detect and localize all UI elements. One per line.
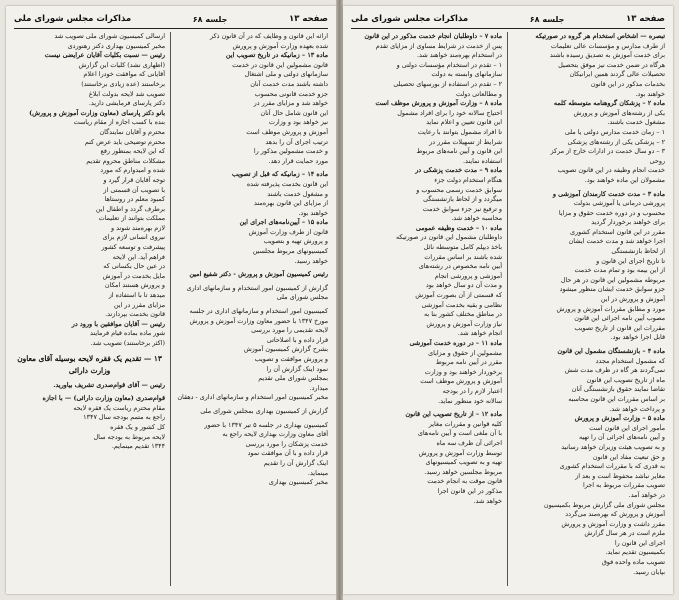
text-line: آیین نامه مخصوص در رشته‌های xyxy=(418,262,502,271)
text-line: مشمولین از حقوق و مزایای xyxy=(428,348,502,357)
text-line: نیروی انسانی لازم برای xyxy=(102,233,165,242)
text-line: ارسالی کمیسیون شورای ملی تصویب شد xyxy=(54,32,165,40)
text-line: مورد و مطابق مقررات آموزش و پرورش xyxy=(556,304,665,313)
text-line: جزو سوابق خدمت ایشان منظور میشود xyxy=(559,285,665,294)
text-line: که این لایحه بمنظور رفع xyxy=(100,147,165,156)
right-column-divider xyxy=(507,32,508,586)
text-line: آقایانی که موافقت خودرا اعلام xyxy=(83,70,165,79)
text-line: محسوب و در دوره خدمت حقوق و مزایا xyxy=(558,208,665,217)
right-page-title: مذاکرات مجلس شورای ملی xyxy=(351,14,469,24)
text-line: هرگاه در ضمن خدمت نیز موفق بتحصیل xyxy=(558,60,665,69)
text-line: کمیسیون بهداری در جلسه ۵ تیر ۱۳۴۷ با حضور xyxy=(204,420,328,429)
text-line: (اظهاری نشد) کلیات این گزارش xyxy=(78,60,165,69)
text-line: و آیین نامه‌های اجرائی آن را تهیه xyxy=(578,433,665,442)
text-line: کل کشور و یک فقره xyxy=(110,422,165,431)
text-line: مقرر در این قانون استخدام کشوری xyxy=(570,227,665,236)
text-line: گزارش از کمیسیون امور استخدام و سازمانهای اداری xyxy=(186,283,328,292)
text-line: نمی‌گردند هر گاه در ظرف مدت شش xyxy=(564,366,665,375)
text-line: آموزشی و پرورشی انجام xyxy=(434,271,502,280)
text-line: آموزش و پرورش در این xyxy=(600,295,665,304)
text-line: مورخ ۱۳۴۷ با حضور معاون وزارت آموزش و پرورش xyxy=(189,316,328,325)
text-line: این قانون و آیین نامه‌های مربوط xyxy=(416,147,502,156)
text-line: و مدت آن دو سال خواهد بود xyxy=(425,281,502,290)
text-line: مخبر کمیسیون امور استخدام و سازمانهای اداری - دهقان xyxy=(177,393,328,402)
text-line: از مزایای این قانون بهره‌مند xyxy=(254,199,328,208)
text-line: شده بعهده وزارت آموزش و پرورش xyxy=(232,41,328,50)
text-line: در مناطق مختلف کشور بنا به xyxy=(423,310,502,319)
text-line: خدمت انجام وظیفه در این قانون تصویب xyxy=(557,166,665,175)
text-line: خواهد شد. xyxy=(473,496,502,505)
text-line: فراهم آید. این لایحه xyxy=(112,252,165,261)
text-line: برطرف گردد و اطفال این xyxy=(95,204,165,213)
text-line: رئیس کمیسیون آموزش و پرورش - دکتر شفیع امین xyxy=(189,270,328,279)
text-line: در استخدام بهره‌مند خواهند شد. xyxy=(416,51,502,60)
text-line: و پرورش موافقت و تصویب xyxy=(254,355,328,363)
text-line: گزارش از کمیسیون بهداری بمجلس شورای ملی xyxy=(200,406,328,415)
text-line: بشرح گزارش کمیسیون آموزش xyxy=(243,345,328,354)
left-page-title: مذاکرات مجلس شورای ملی xyxy=(14,14,132,24)
text-line: در عین حال بکسانی که xyxy=(103,262,165,271)
text-line: یکی از رشته‌های آموزش و پرورش xyxy=(573,108,665,117)
text-line: برخوردار خواهند بود و وزارت xyxy=(424,367,502,376)
text-line: بکمیسیون تقدیم نماید. xyxy=(605,548,665,557)
text-line: ماده ۵ – وزارت آموزش و پرورش xyxy=(574,414,665,423)
text-line: اینک گزارش آن را تقدیم xyxy=(263,458,328,467)
right-header-rule xyxy=(351,28,665,29)
text-line: برای خدمت آموزش به تصدیق رسیده باشند xyxy=(549,51,665,60)
left-page-header xyxy=(14,12,328,26)
right-page-number: صفحه ۱۳ xyxy=(626,14,665,24)
text-line: اجرای این قانون را xyxy=(614,538,665,547)
text-line: محاسبه خواهد شد. xyxy=(451,214,502,223)
text-line: قرار داده و با آن موافقت نمود xyxy=(247,449,328,458)
text-line: مشغول خدمت باشند. xyxy=(607,118,665,127)
right-page-column-left xyxy=(351,32,502,586)
text-line: باخذ دیپلم کامل متوسطه نائل xyxy=(423,243,502,252)
left-page-column-left xyxy=(14,32,165,586)
text-line: محترم توضیحی باید عرض کنم xyxy=(84,137,165,146)
text-line: و مشغول خدمت باشند xyxy=(267,189,328,198)
right-page-header xyxy=(351,12,665,26)
text-line: خواهند بود. xyxy=(298,208,328,217)
text-line: پس از خدمت در شرایط مساوی از مزایای تقدم xyxy=(375,41,502,50)
text-line: قانون مشمولین این قانون در خدمت xyxy=(232,60,328,69)
text-line: که قسمتی از آن بصورت آموزش xyxy=(415,291,502,300)
text-line: از این بیمه بود و تمام مدت خدمت xyxy=(574,266,665,275)
text-line: شده باشند بر اساس مقررات xyxy=(424,252,502,261)
text-line: مجلس شورای ملی xyxy=(276,293,328,302)
text-line: رئیس — نسبت بکلیات آقایان عرایضی نیست xyxy=(44,51,165,60)
text-line: سازمانهای وابسته به دولت xyxy=(431,70,502,79)
text-line: بپایان رسید. xyxy=(633,567,665,576)
text-line: ماده ۱۰ – خدمت وظیفه عمومی xyxy=(415,223,502,232)
text-line: بانو دکتر پارسای (معاون وزارت آموزش و پرورش) xyxy=(29,108,165,117)
text-line: مزایای مقرر در این xyxy=(113,300,165,309)
text-line: ماه از تاریخ تصویب این قانون xyxy=(586,375,665,384)
text-line: ماده ۷ – داوطلبان انجام خدمت مذکور در این قانون xyxy=(364,32,502,40)
text-line: ماده ۱۱ – در دوره خدمت آموزشی xyxy=(409,339,502,347)
text-line: تا تاریخ اجرای این قانون و xyxy=(596,256,665,265)
text-line: مربوط مجلسین خواهد رسید. xyxy=(424,467,502,476)
text-line: خواهد شد و مزایای مقرر در xyxy=(253,99,328,108)
text-line: مینماید. xyxy=(307,468,328,477)
text-line: شرایط از تسهیلات مقرر در xyxy=(429,137,502,146)
text-line: ارائه این قانون و وظایف که در آن قانون ذکر xyxy=(210,32,328,40)
text-line: و ترفیع نیز جزء سوابق خدمت xyxy=(422,204,502,213)
text-line: این قانون بخدمت پذیرفته شده xyxy=(246,179,328,188)
left-page xyxy=(6,6,336,594)
text-line: مقام محترم ریاست یک فقره لایحه xyxy=(73,403,165,412)
text-line: که مشمول استخدام مجدد xyxy=(595,356,665,365)
left-column-divider xyxy=(170,32,171,586)
text-line: کمیسیون امور استخدام و سازمانهای اداری در جلسه xyxy=(189,307,328,316)
text-line: قرار داده و با اصلاحاتی xyxy=(266,335,328,344)
text-line: قوام‌صدری (معاون وزارت دارائی) — با اجازه xyxy=(42,394,165,403)
right-page-column-right xyxy=(514,32,665,586)
text-line: اجرائی آن ظرف سه ماه xyxy=(436,438,502,447)
text-line: برای خواهند برخوردار گردید xyxy=(591,218,665,227)
text-line: مصوب آیین نامه اجرائی این قانون xyxy=(574,314,665,323)
right-page-session: جلسه ۶۸ xyxy=(529,14,565,24)
right-page xyxy=(343,6,673,594)
text-line: ۱ – زمان خدمت مدارس دولتی یا ملی xyxy=(564,127,665,136)
text-line: ماده ۱۵ – آیین‌نامه‌های اجرای این xyxy=(239,218,328,227)
text-line: آموزش و پرورش موظف است xyxy=(246,127,328,136)
text-line: میدهد تا با استفاده از xyxy=(108,291,165,300)
text-line: سازمانهای دولتی و ملی اشتغال xyxy=(244,70,328,79)
text-line: انجام خواهد شد. xyxy=(457,329,502,338)
text-line: روحی xyxy=(649,156,665,165)
text-line: آموزش و پرورش موظف است xyxy=(420,377,502,386)
text-line: مورد حمایت قرار دهد. xyxy=(268,156,328,165)
text-line: به قدری که با مقررات استخدام کشوری xyxy=(559,462,665,471)
text-line: راجع به متمم بودجه سال ۱۳۴۷ xyxy=(83,413,165,422)
text-line: قانون از طرف وزارت آموزش xyxy=(248,227,328,236)
left-page-session: جلسه ۶۸ xyxy=(192,14,228,24)
text-line: ۱۳۴۴ تقدیم مینمایم. xyxy=(111,442,165,451)
text-line: تصویب مقررات مربوط به اجرا xyxy=(582,481,665,490)
text-line: نمود اینک گزارش آن را xyxy=(266,364,328,373)
text-line: مقرر در آیین نامه مربوط xyxy=(435,358,502,367)
text-line: و به تصویب هیئت وزیران خواهد رسانید xyxy=(561,442,665,451)
text-line: مشکلات مناطق محروم تقدیم xyxy=(86,156,165,165)
text-line: جزو خدمت قانونی محسوب xyxy=(254,89,328,98)
text-line: لایحه مربوط به بودجه سال xyxy=(93,432,165,441)
text-line: اعتبار لازم را در بودجه xyxy=(442,386,502,395)
left-header-rule xyxy=(14,28,328,29)
text-line: برخاستند (عده زیادی برخاستند) xyxy=(81,79,165,88)
text-line: با تصویب آن قسمتی از xyxy=(103,185,165,194)
text-line: مملکت بتوانند از تعلیمات xyxy=(98,214,165,223)
text-line: اجرا خواهد شد و مدت خدمت ایشان xyxy=(568,237,665,246)
text-line: ۲ – تقدم در استفاده از بورسهای تحصیلی xyxy=(393,79,502,88)
text-line: ماده ۱۴ – زمانیکه که قبل از تصویب xyxy=(231,170,328,179)
text-line: محترم و آقایان نمایندگان xyxy=(99,127,165,136)
text-line: (اکثر برخاستند) تصویب شد. xyxy=(90,339,165,347)
text-line: آموزش و پرورش که بهره‌مند می‌گردد xyxy=(565,510,665,519)
text-line: تهیه و به تصویب کمیسیونهای xyxy=(425,458,502,467)
text-line: و پرورش هستند امکان xyxy=(104,281,165,290)
text-line: مایل بخدمت در آموزش xyxy=(102,271,165,280)
text-line: و مطالعاتی دولت xyxy=(456,89,502,98)
text-line: خواهند بود. xyxy=(635,89,665,98)
text-line: سالانه خود منظور نماید. xyxy=(438,396,502,405)
section-heading: ۱۳ — تقدیم یک فقره لایحه بوسیله آقای معاون xyxy=(17,353,162,363)
text-line: داوطلبان مشمول این قانون در صورتیکه xyxy=(395,233,502,242)
text-line: رئیس — آقای قوام‌صدری تشریف بیاورید. xyxy=(53,380,165,389)
text-line: مجلس شورای ملی گزارش مربوط بکمیسیون xyxy=(543,500,665,509)
text-line: کمیسیونهای مربوط مجلسین xyxy=(252,247,328,256)
text-line: ۲ – پزشکی یکی از رشته‌های پزشکی xyxy=(567,137,665,146)
text-line: خدمت پزشکان را مورد بررسی xyxy=(245,439,328,448)
text-line: ماده ۸ – وزارت آموزش و پرورش موظف است xyxy=(375,99,502,108)
text-line: استفاده نمایند. xyxy=(463,156,502,165)
left-page-number: صفحه ۱۳ xyxy=(289,14,328,24)
text-line: مأمور اجرای این قانون است xyxy=(589,423,665,432)
text-line: بنده با کسب اجازه از مقام ریاست xyxy=(73,118,165,127)
text-line: قانون موقت به انجام خدمت xyxy=(427,477,502,486)
text-line: ۳ – دو سال خدمت در ادارات خارج از مرکز xyxy=(550,147,665,156)
text-line: در خواهد آمد. xyxy=(628,490,665,499)
text-line: قانون بخدمت بپردازند. xyxy=(105,310,165,319)
text-line: از طرف مدارس و مؤسسات عالی تعلیمات xyxy=(550,41,665,50)
text-line: توجه آقایان قرار گیرد و xyxy=(103,175,165,184)
text-line: داشته باشند مدت خدمت آنان xyxy=(250,79,328,88)
text-line: شور ماده بماده قیام فرمایند xyxy=(90,329,165,338)
text-line: و خدمت مشمولین مذکور را xyxy=(253,147,328,156)
text-line: تصویب شد لایحه بدولت ابلاغ xyxy=(88,89,165,98)
text-line: نظامی و بقیه بخدمت آموزشی xyxy=(421,300,502,309)
text-line: آقای معاون وزارت بهداری لایحه راجع به xyxy=(222,430,328,439)
text-line: ملزم است در هر سال گزارش xyxy=(584,529,665,538)
text-line: مغایر نباشد محفوظ است و بعد از xyxy=(575,471,665,480)
text-line: از لحاظ بازنشستگی xyxy=(611,247,665,256)
text-line: نیز خواهد بود و وزارت xyxy=(268,118,328,127)
text-line: میگردد و از لحاظ بازنشستگی xyxy=(423,195,502,204)
left-page-column-right xyxy=(177,32,328,586)
text-line: ماده ۱۲ – از تاریخ تصویب این قانون xyxy=(405,410,502,419)
text-line: سوابق خدمت رسمی محسوب و xyxy=(416,185,502,194)
text-line: لایحه تقدیمی را مورد بررسی xyxy=(251,326,328,335)
text-line: پیشرفت و توسعه کشور xyxy=(101,243,165,252)
text-line: دکتر پارسای فرمایشی دارید. xyxy=(88,99,165,108)
text-line: قابل اجرا خواهد بود. xyxy=(610,333,665,342)
text-line: مذکور در این قانون اجرا xyxy=(437,486,502,495)
text-line: ترتیب اجرای آن را بدهد xyxy=(265,137,328,146)
left-columns xyxy=(14,32,328,586)
text-line: هنگام استخدام دولت جزء xyxy=(434,175,502,184)
section-heading: وزارت دارائی xyxy=(68,365,111,375)
text-line: و پرورش تهیه و بتصویب xyxy=(263,237,328,246)
text-line: بمجلس شورای ملی تقدیم xyxy=(258,374,328,383)
text-line: لازم بهره‌مند شوند و xyxy=(111,223,165,232)
text-line: مربوطه مشمولین این قانون در هر حال xyxy=(560,275,665,284)
text-line: ماده ۱۳ – زمانیکه در تاریخ تصویب این xyxy=(225,51,328,60)
text-line: شده و امیدوارم که مورد xyxy=(100,166,165,175)
text-line: این قانون تعیین و اعلام نماید xyxy=(426,118,502,127)
text-line: مخبر کمیسیون بهداری xyxy=(268,478,328,487)
text-line: نیاز وزارت آموزش و پرورش xyxy=(426,319,502,328)
text-line: با آن ملغی است و آیین نامه‌های xyxy=(417,429,502,438)
text-line: ماده ۹ – مدت خدمت پزشکی در xyxy=(415,166,502,175)
text-line: تحصیلات عالی گردند همین ایرانیکان xyxy=(569,70,665,79)
text-line: مخبر کمیسیون بهداری دکتر رهنوردی xyxy=(67,41,165,50)
text-line: ماده ۲ – پزشکان گروهنامه متوسطه کلمه xyxy=(553,99,665,108)
text-line: توسط وزارت آموزش و پرورش xyxy=(418,448,502,457)
text-line: تصویب ماده واحده فوق xyxy=(601,558,665,567)
text-line: مشمولان این ماده خواهند بود. xyxy=(584,175,665,184)
text-line: مقررات این قانون از تاریخ تصویب xyxy=(574,323,665,332)
text-line: ۱ – تقدم در استخدام مؤسسات دولتی و xyxy=(396,60,502,69)
book-gutter xyxy=(336,0,343,600)
text-line: خواهد رسید. xyxy=(294,256,328,265)
right-columns xyxy=(351,32,665,586)
text-line: ماده ۴ – بازنشستگان مشمول این قانون xyxy=(557,347,665,355)
text-line: کلیه قوانین و مقررات مغایر xyxy=(428,419,502,428)
text-line: این قانون شامل حال آنان xyxy=(260,108,328,117)
text-line: و حق تبعیت مفاد این قانون xyxy=(592,452,665,461)
text-line: ماده ۳ – مدت خدمت کارمندان آموزشی و xyxy=(552,189,665,198)
text-line: رئیس — آقایان موافقین با ورود در xyxy=(71,319,165,328)
text-line: تا افراد مشمول بتوانند با رعایت xyxy=(417,127,502,136)
text-line: بر اساس مقررات این قانون محاسبه xyxy=(568,394,665,403)
text-line: میدارد. xyxy=(309,383,328,392)
text-line: احتیاج سالانه خود را برای افراد مشمول xyxy=(397,108,502,117)
text-line: کمبود معلم در روستاها xyxy=(104,195,165,204)
text-line: و پرداخت خواهد شد. xyxy=(609,404,665,413)
text-line: پرورشی درمانی یا آموزشی بدولت xyxy=(573,199,665,208)
text-line: تقاضا نمایند حقوق بازنشستگی آنان xyxy=(571,385,665,394)
text-line: مقرر داشت و وزارت آموزش و پرورش xyxy=(561,519,665,528)
text-line: بخدمات مذکور در این قانون xyxy=(590,79,665,88)
text-line: تبصره — اشخاص استخدام هر گروه در صورتیکه xyxy=(535,32,665,40)
